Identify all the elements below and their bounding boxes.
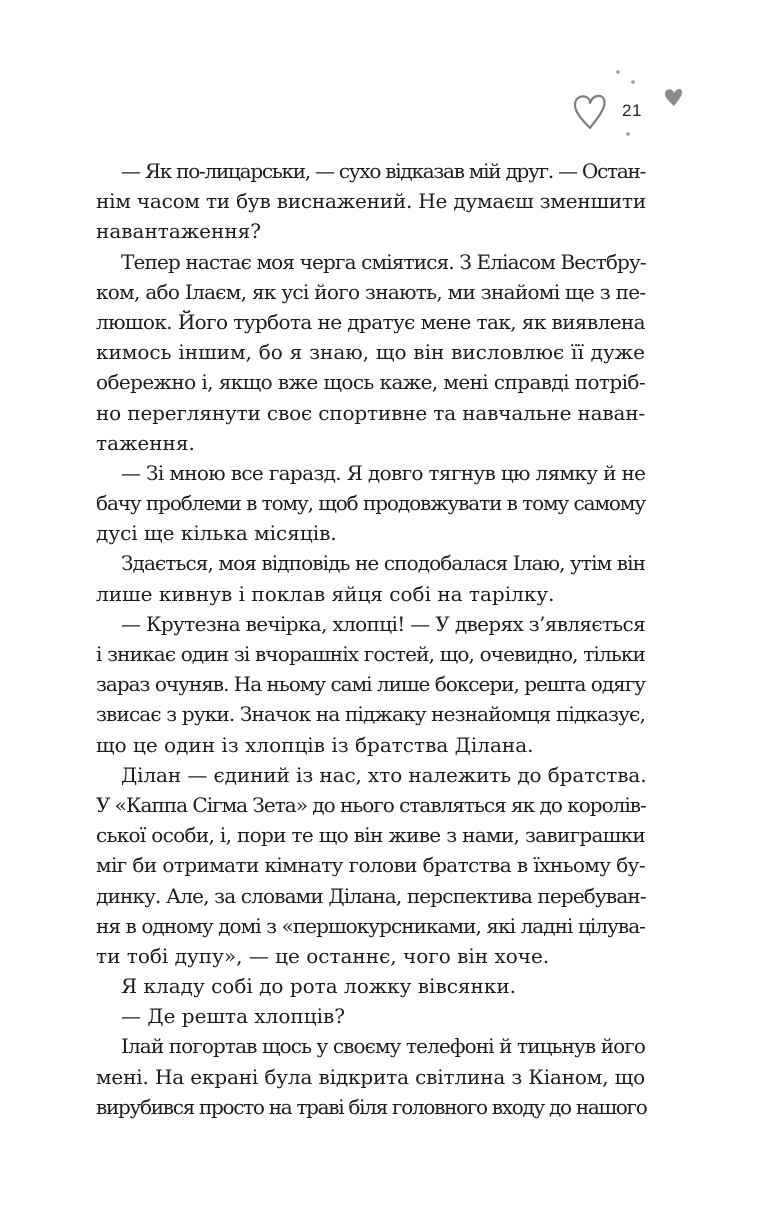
text-line: — Як по-лицарськи, — сухо відказав мій друг. — Остан-: [121, 159, 646, 183]
text-line: нім часом ти був виснажений. Не думаєш зменшити: [96, 189, 647, 214]
text-line: Тепер настає моя черга сміятися. З Еліасом Вестбру-: [121, 249, 646, 274]
text-line: що це один із хлопців із братства Ділана.: [96, 732, 534, 757]
filled-heart-icon: [665, 89, 682, 106]
text-line: ня в одному домі з «першокурсниками, які ладні цілува-: [96, 913, 645, 938]
text-line: звисає з руки. Значок на піджаку незнайомця підказує,: [96, 702, 645, 727]
text-line: зараз очуняв. На ньому самі лише боксери, решта одягу: [96, 672, 645, 697]
ornament-dot: [631, 80, 635, 84]
text-line: Здається, моя відповідь не сподобалася Ілаю, утім він: [121, 551, 645, 576]
text-line: Ділан — єдиний із нас, хто належить до братства.: [121, 762, 647, 787]
ornament-dot: [626, 132, 630, 136]
text-line: — Зі мною все гаразд. Я довго тягнув цю лямку й не: [121, 460, 646, 485]
text-line: лише кивнув і поклав яйця собі на тарілку.: [96, 581, 555, 606]
text-line: кимось іншим, бо я знаю, що він висловлює її дуже: [96, 340, 645, 365]
body-text: [96, 156, 645, 1122]
text-line: бачу проблеми в тому, щоб продовжувати в тому самому: [96, 491, 645, 516]
text-line: ської особи, і, пори те що він живе з нами, завиграшки: [96, 823, 645, 848]
text-line: обережно і, якщо вже щось каже, мені справді потріб-: [96, 370, 645, 395]
text-line: таження.: [96, 430, 195, 455]
text-line: і зникає один зі вчорашніх гостей, що, очевидно, тільки: [96, 642, 645, 666]
text-line: Ілай погортав щось у своєму телефоні й тицьнув його: [121, 1034, 645, 1059]
page-number: 21: [622, 101, 642, 120]
text-line: динку. Але, за словами Ділана, перспектива перебуван-: [96, 883, 646, 908]
text-line: дусі ще кілька місяців.: [96, 521, 337, 546]
text-line: вирубився просто на траві біля головного входу до нашого: [96, 1094, 647, 1119]
outline-heart-icon: [575, 96, 605, 128]
text-line: ком, або Ілаєм, як усі його знають, ми знайомі ще з пе-: [96, 279, 646, 304]
text-line: ти тобі дупу», — це останнє, чого він хоче.: [96, 943, 550, 968]
text-line: — Де решта хлопців?: [121, 1004, 345, 1029]
text-line: Я кладу собі до рота ложку вівсянки.: [121, 974, 517, 999]
ornament-dot: [616, 70, 620, 74]
text-line: навантаження?: [96, 219, 261, 244]
text-line: но переглянути своє спортивне та навчальне наван-: [96, 400, 646, 425]
text-line: міг би отримати кімнату голови братства в їхньому бу-: [96, 853, 645, 878]
text-line: — Крутезна вечірка, хлопці! — У дверях з’являється: [121, 611, 646, 636]
text-line: У «Каппа Сігма Зета» до нього ставляться як до королів-: [96, 792, 646, 817]
text-line: мені. На екрані була відкрита світлина з Кіаном, що: [96, 1064, 645, 1089]
text-line: люшок. Його турбота не дратує мене так, як виявлена: [96, 309, 645, 334]
